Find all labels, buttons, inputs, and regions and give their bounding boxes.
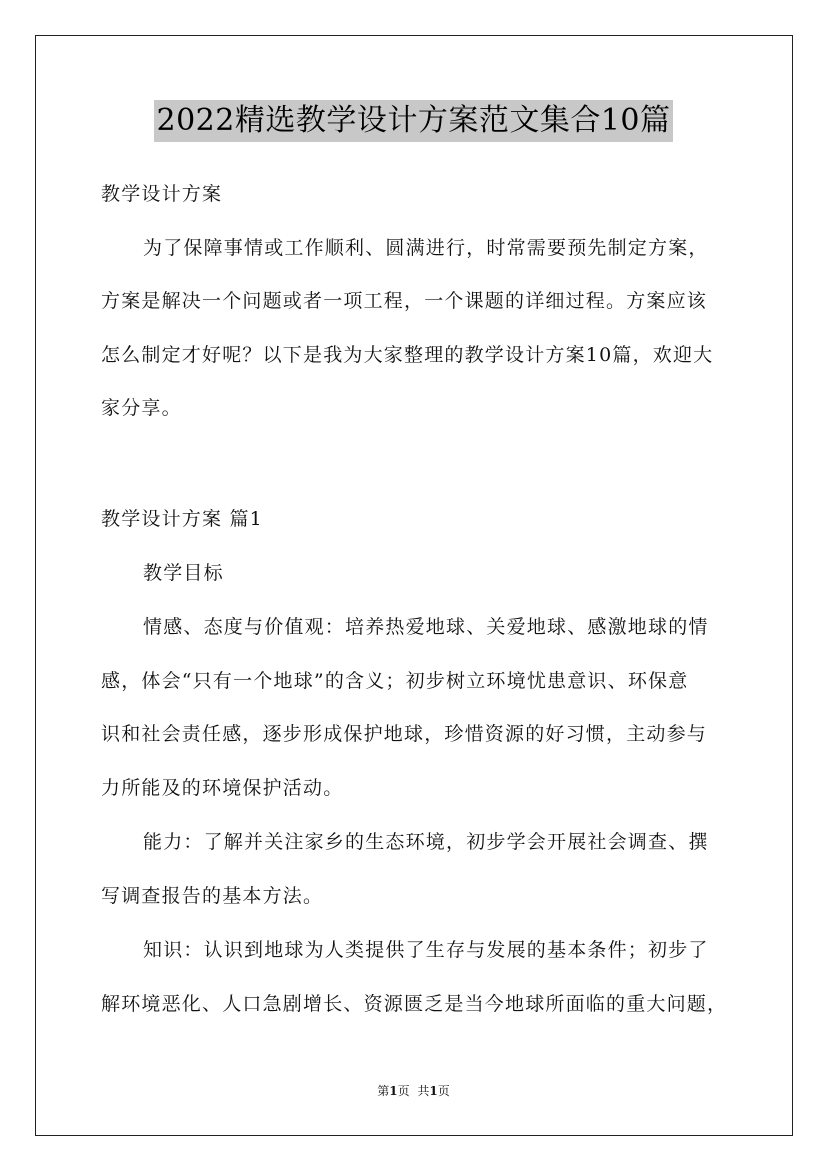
- document-title-wrap: [0, 100, 827, 142]
- document-title: 2022精选教学设计方案范文集合10篇: [154, 100, 672, 142]
- intro-line-2: 方案是解决一个问题或者一项工程，一个课题的详细过程。方案应该: [101, 290, 708, 312]
- emotion-line-3: 识和社会责任感，逐步形成保护地球，珍惜资源的好习惯，主动参与: [101, 723, 708, 745]
- page-footer: [0, 1083, 827, 1099]
- footer-total-prefix: 共: [417, 1084, 430, 1098]
- emotion-line-4: 力所能及的环境保护活动。: [101, 777, 344, 799]
- ability-line-2: 写调查报告的基本方法。: [101, 885, 324, 907]
- emotion-line-2: 感，体会“只有一个地球”的含义；初步树立环境忧患意识、环保意: [101, 670, 689, 692]
- intro-line-4: 家分享。: [101, 397, 182, 419]
- subheading-goals: 教学目标: [143, 562, 224, 584]
- emotion-line-1: 情感、态度与价值观：培养热爱地球、关爱地球、感激地球的情: [143, 616, 709, 638]
- footer-page-number: 1: [389, 1084, 398, 1098]
- footer-page-suffix: 页: [397, 1084, 410, 1098]
- heading-plan: 教学设计方案: [101, 183, 223, 205]
- footer-page-prefix: 第: [377, 1084, 390, 1098]
- intro-line-3: 怎么制定才好呢？以下是我为大家整理的教学设计方案10篇，欢迎大: [101, 344, 714, 366]
- section-heading: 教学设计方案 篇1: [101, 508, 263, 530]
- footer-total-suffix: 页: [437, 1084, 450, 1098]
- footer-total-pages: 1: [429, 1084, 438, 1098]
- ability-line-1: 能力：了解并关注家乡的生态环境，初步学会开展社会调查、撰: [143, 831, 709, 853]
- knowledge-line-1: 知识：认识到地球为人类提供了生存与发展的基本条件；初步了: [143, 939, 709, 961]
- intro-line-1: 为了保障事情或工作顺利、圆满进行，时常需要预先制定方案，: [143, 237, 709, 259]
- knowledge-line-2: 解环境恶化、人口急剧增长、资源匮乏是当今地球所面临的重大问题，: [101, 993, 728, 1015]
